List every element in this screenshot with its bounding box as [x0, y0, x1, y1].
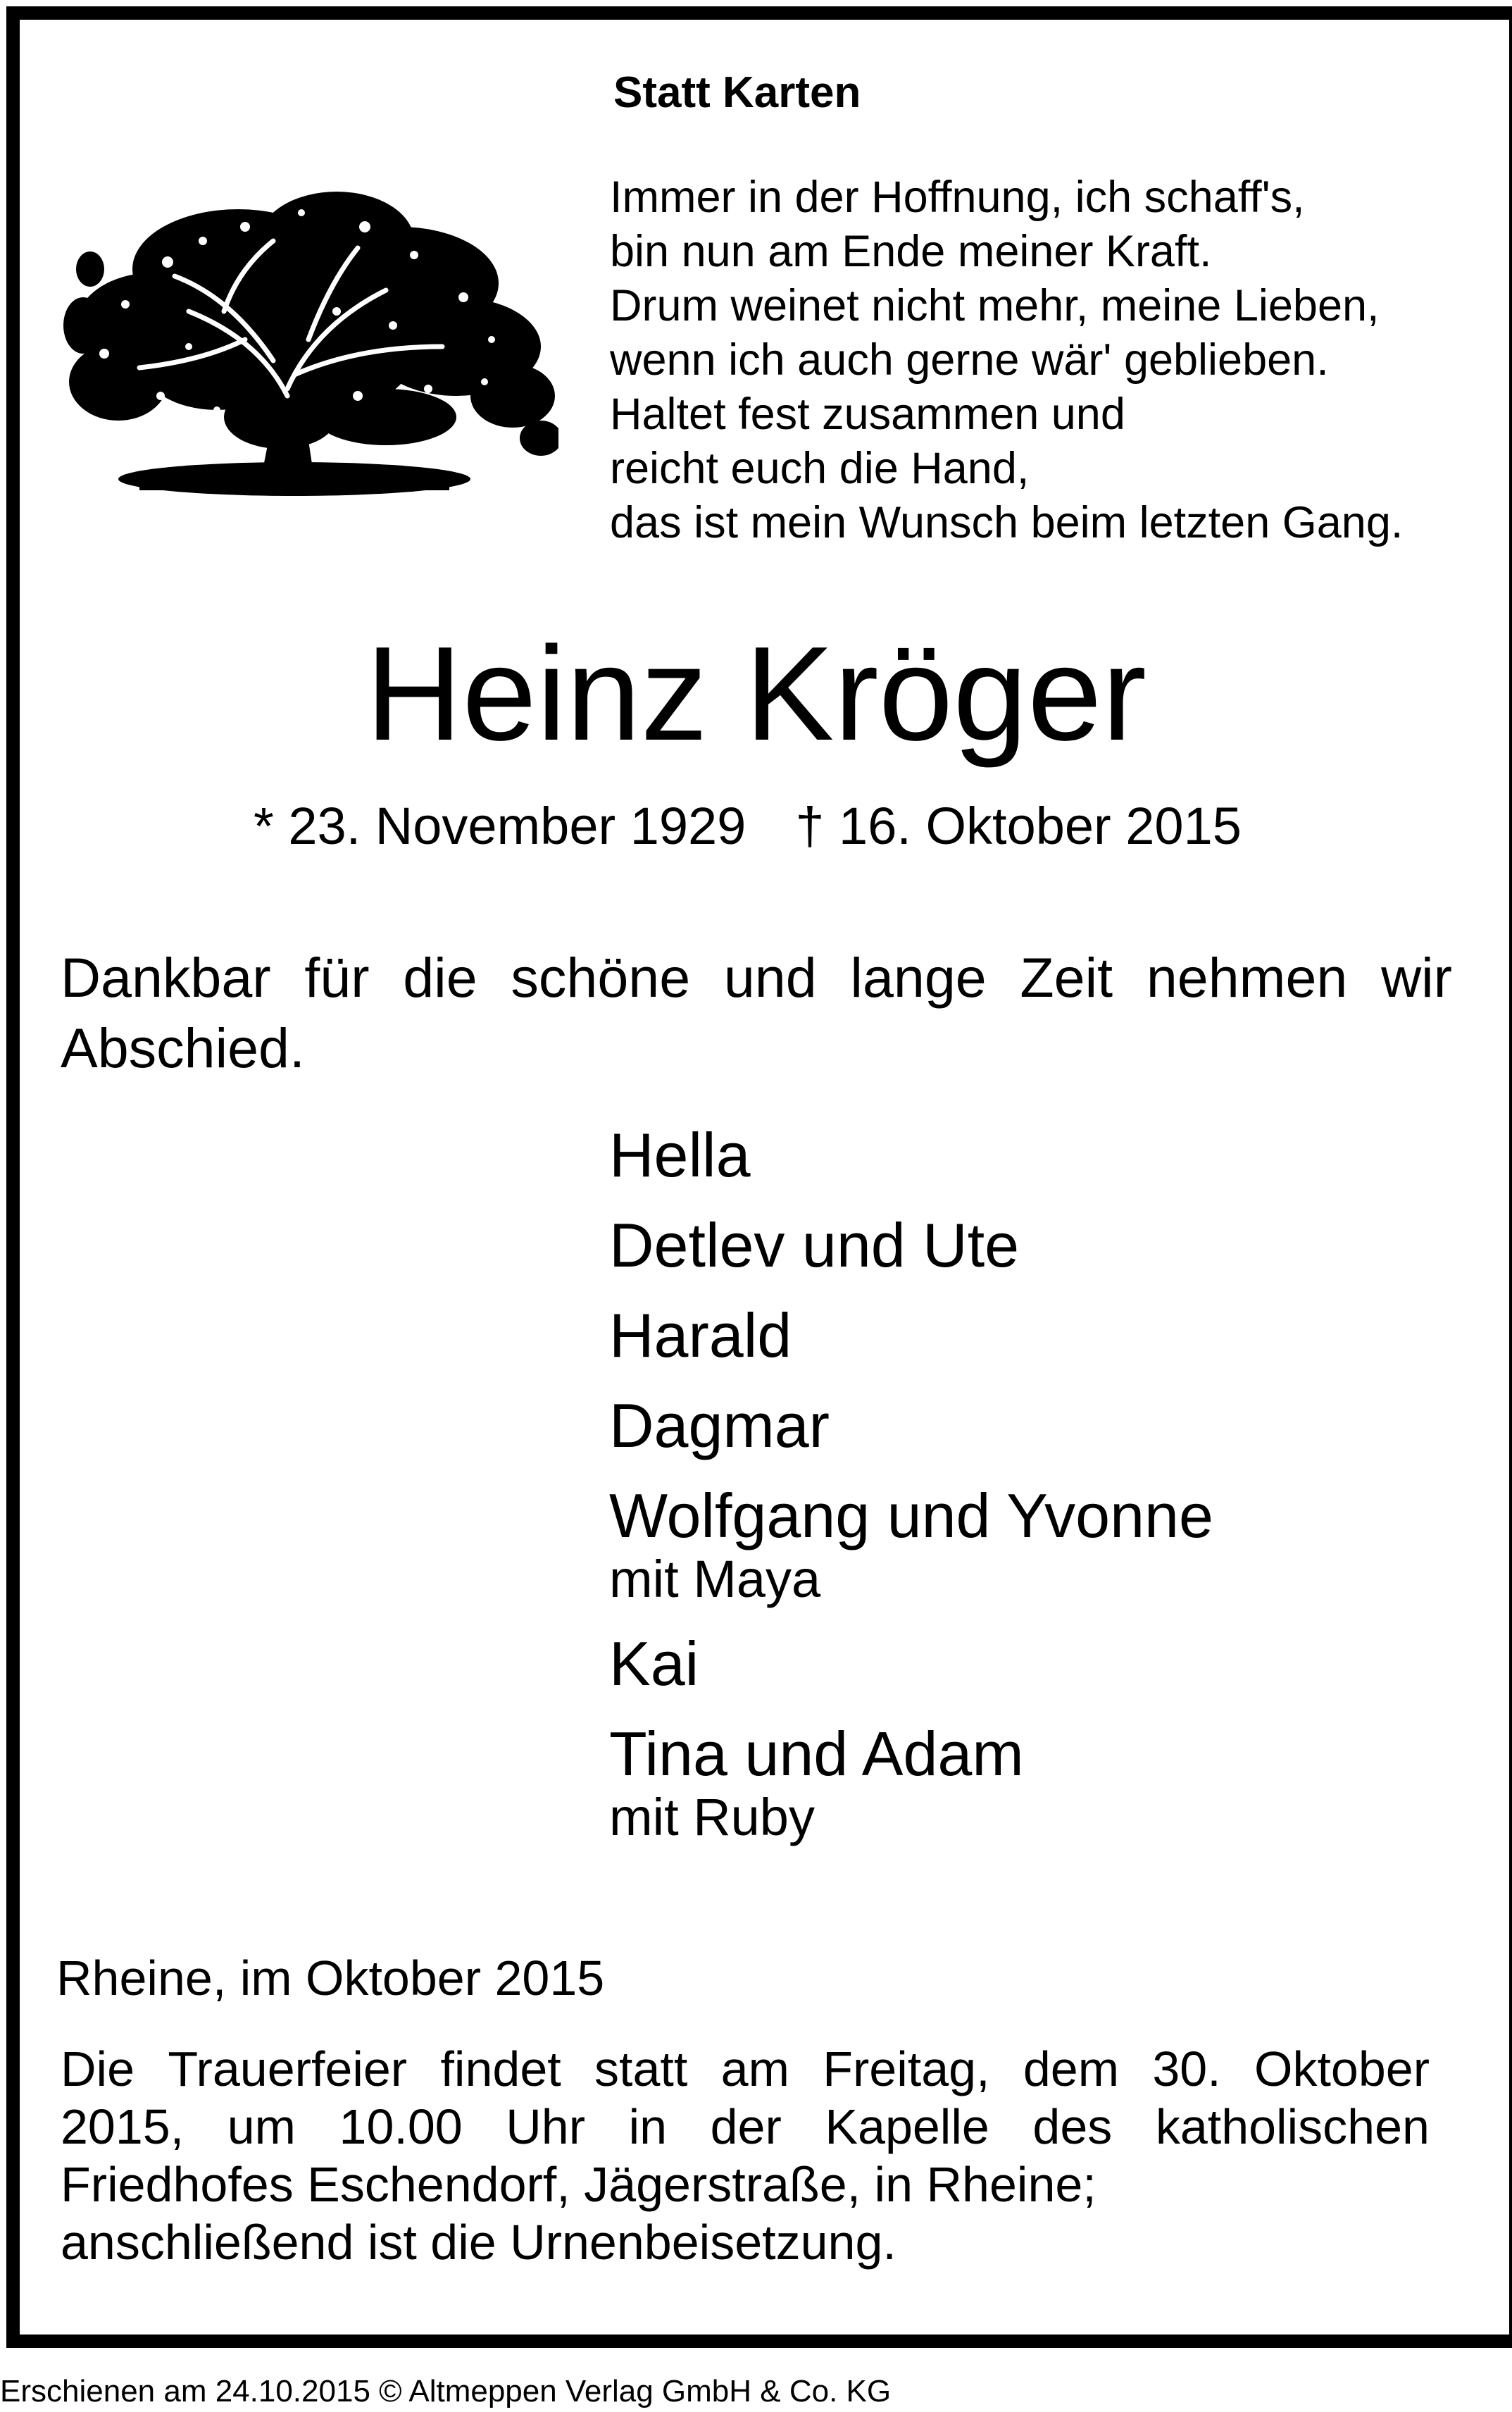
- place-date: Rheine, im Oktober 2015: [56, 1951, 605, 2006]
- word: lange: [850, 946, 987, 1009]
- service-line-1: [61, 2040, 1430, 2098]
- word: der: [710, 2099, 782, 2154]
- word: Freitag,: [823, 2041, 990, 2096]
- publication-footer: Erschienen am 24.10.2015 © Altmeppen Verlag GmbH & Co. KG: [0, 2374, 892, 2408]
- family-member-sub: mit Ruby: [609, 1788, 815, 1846]
- family-member: Wolfgang und Yvonne: [609, 1481, 1213, 1550]
- family-member: Detlev und Ute: [609, 1210, 1020, 1280]
- word: des: [1032, 2099, 1113, 2154]
- farewell-line-1: [61, 943, 1452, 1013]
- funeral-service-text: [61, 2040, 1430, 2271]
- deceased-name: Heinz Kröger: [365, 619, 1147, 769]
- family-member: Tina und Adam: [609, 1719, 1024, 1789]
- word: Kapelle: [825, 2099, 989, 2154]
- word: 10.00: [339, 2099, 463, 2154]
- farewell-text: [61, 943, 1452, 1083]
- word: Zeit: [1020, 946, 1113, 1009]
- life-dates: [254, 796, 1242, 856]
- poem-line: Immer in der Hoffnung, ich schaff's,: [610, 173, 1305, 222]
- poem-line: Haltet fest zusammen und: [610, 390, 1125, 439]
- service-line-4: anschließend ist die Urnenbeisetzung.: [61, 2215, 896, 2270]
- family-member: Hella: [609, 1120, 751, 1190]
- word: Uhr: [506, 2099, 586, 2154]
- word: Die: [61, 2041, 135, 2096]
- poem: [610, 170, 1403, 550]
- poem-line: Drum weinet nicht mehr, meine Lieben,: [610, 281, 1380, 330]
- poem-line: bin nun am Ende meiner Kraft.: [610, 227, 1212, 276]
- statt-karten-heading: Statt Karten: [613, 68, 861, 117]
- word: 2015,: [61, 2099, 185, 2154]
- tree-icon: [62, 185, 558, 502]
- family-member: Harald: [609, 1300, 792, 1370]
- death-date: † 16. Oktober 2015: [795, 797, 1242, 855]
- word: Oktober: [1254, 2041, 1430, 2096]
- family-member-sub: mit Maya: [609, 1550, 821, 1608]
- farewell-line-2: Abschied.: [61, 1017, 305, 1079]
- word: Trauerfeier: [168, 2041, 408, 2096]
- birth-date: * 23. November 1929: [254, 797, 746, 855]
- family-member: Kai: [609, 1629, 699, 1698]
- word: dem: [1023, 2041, 1120, 2096]
- word: nehmen: [1146, 946, 1348, 1009]
- word: Dankbar: [61, 946, 271, 1009]
- word: statt: [594, 2041, 688, 2096]
- word: um: [227, 2099, 296, 2154]
- word: für: [304, 946, 370, 1009]
- word: in: [628, 2099, 668, 2154]
- word: wir: [1381, 946, 1452, 1009]
- word: am: [720, 2041, 789, 2096]
- service-line-3: Friedhofes Eschendorf, Jägerstraße, in Rheine;: [61, 2157, 1096, 2212]
- word: findet: [440, 2041, 561, 2096]
- poem-line: reicht euch die Hand,: [610, 444, 1030, 493]
- word: die: [403, 946, 477, 1009]
- word: und: [723, 946, 817, 1009]
- service-line-2: [61, 2098, 1430, 2156]
- word: 30.: [1152, 2041, 1221, 2096]
- family-member: Dagmar: [609, 1391, 830, 1460]
- word: katholischen: [1155, 2099, 1430, 2154]
- poem-line: das ist mein Wunsch beim letzten Gang.: [610, 498, 1404, 547]
- family-list: [609, 1120, 1213, 1846]
- poem-line: wenn ich auch gerne wär' geblieben.: [610, 335, 1329, 385]
- word: schöne: [511, 946, 691, 1009]
